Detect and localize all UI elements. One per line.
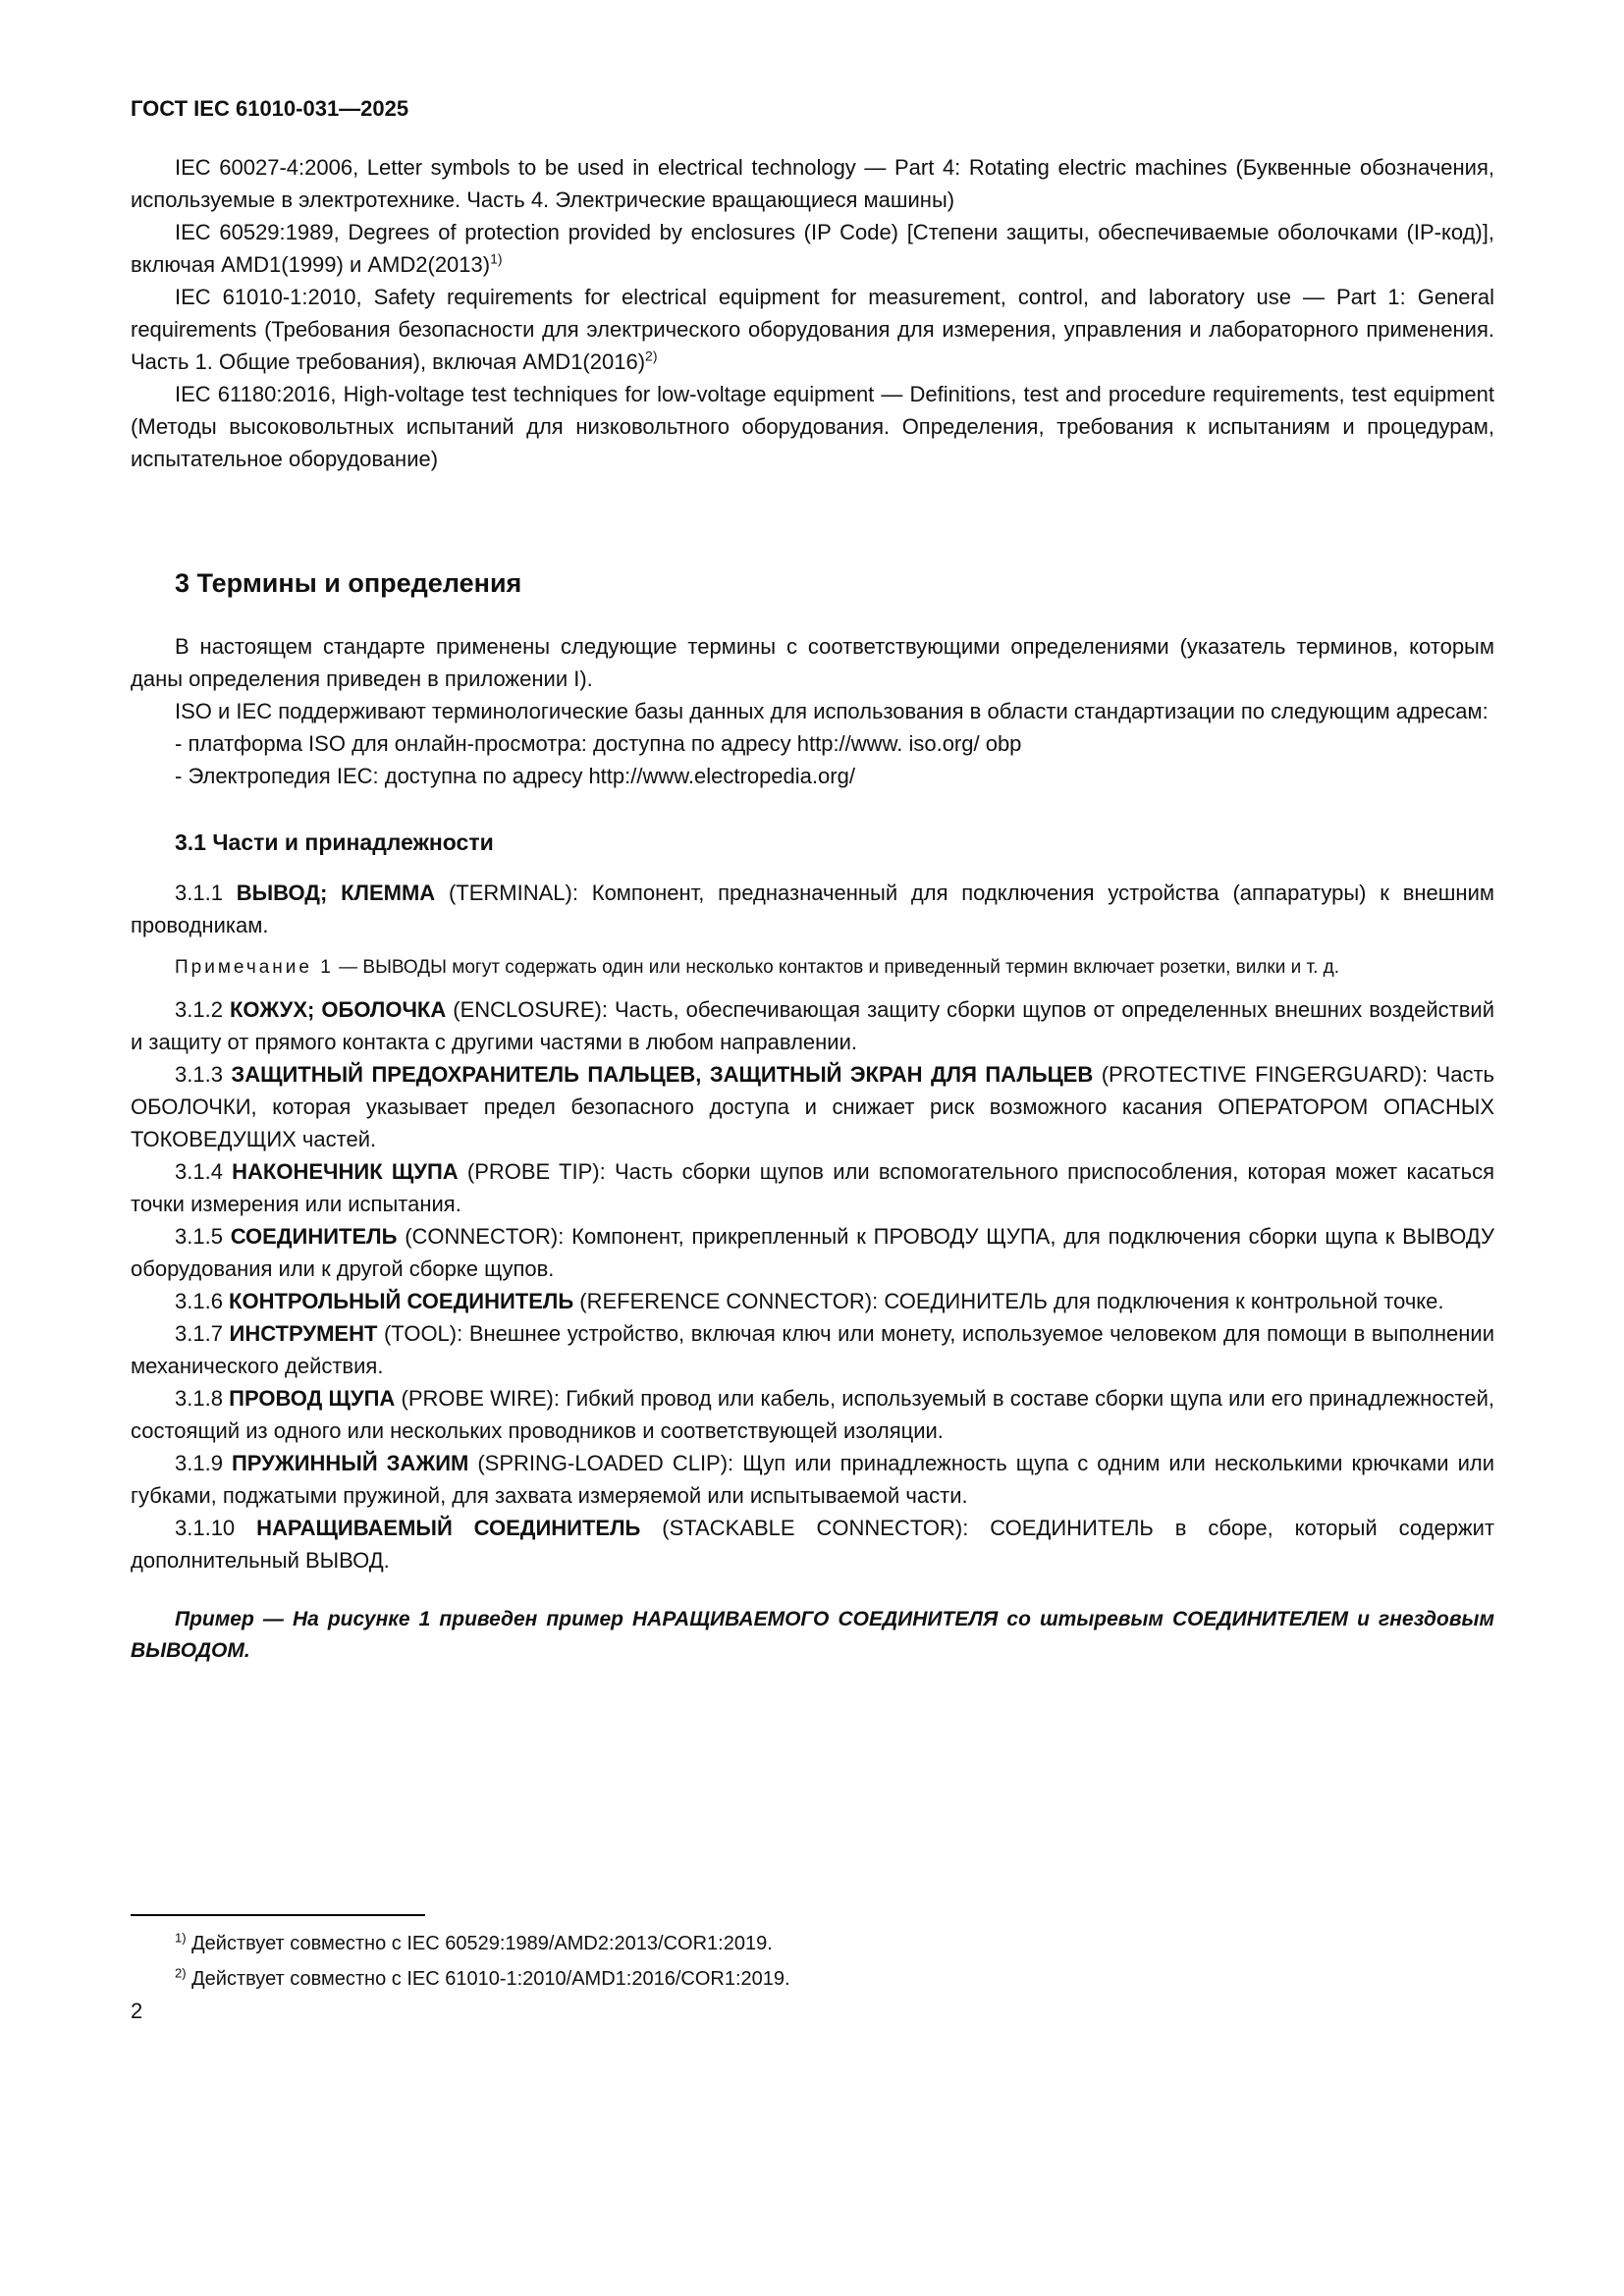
definition-body: СОЕДИНИТЕЛЬ для подключения к контрольной точке. — [884, 1289, 1444, 1313]
definition-3-1-9 — [131, 1447, 1494, 1512]
definition-3-1-4 — [131, 1155, 1494, 1220]
footnote-marker-1: 1) — [490, 250, 503, 267]
page-number: 2 — [131, 1999, 143, 2023]
definition-number: 3.1.1 — [175, 881, 237, 905]
definition-number: 3.1.3 — [175, 1062, 232, 1087]
definition-term-en: (STACKABLE CONNECTOR): — [640, 1516, 991, 1540]
definition-term: ВЫВОД; КЛЕММА — [236, 881, 436, 905]
definition-term-en: (TOOL): — [377, 1321, 469, 1346]
definition-3-1-5 — [131, 1220, 1494, 1285]
reference-text: IEC 61180:2016, High-voltage test techniques for low-voltage equipment — Definitions, test and procedure requirements, test equipment (Методы высоковольтных испытаний для низковольтного оборудования. Определения, требования к испытаниям и процедурам, испытательное оборудование) — [131, 382, 1494, 471]
definition-3-1-1 — [131, 877, 1494, 941]
running-header — [131, 96, 1494, 122]
definition-term-en: (TERMINAL): — [435, 881, 592, 905]
definition-body: Внешнее устройство, включая ключ или монету, используемое человеком для помощи в выполнении механического действия. — [131, 1321, 1494, 1378]
definition-body: СОЕДИНИТЕЛЬ в сборе, который содержит дополнительный ВЫВОД. — [131, 1516, 1495, 1573]
definition-term-en: (PROTECTIVE FINGERGUARD): — [1093, 1062, 1436, 1087]
definition-term: ПРОВОД ЩУПА — [229, 1386, 396, 1411]
section-3-terms — [131, 630, 1494, 1667]
footnote-2-text: Действует совместно с IEC 61010-1:2010/AMD1:2016/COR1:2019. — [186, 1968, 790, 1990]
section-3-heading: 3 Термины и определения — [175, 568, 522, 598]
note-label: Примечание 1 — [175, 957, 334, 978]
definition-term-en: (REFERENCE CONNECTOR): — [573, 1289, 885, 1313]
definition-number: 3.1.2 — [175, 997, 230, 1022]
note-dash: — — [333, 957, 363, 978]
definition-3-1-6 — [131, 1285, 1494, 1317]
doc-code: ГОСТ IEC 61010-031—2025 — [131, 96, 409, 121]
definition-body: Гибкий провод или кабель, используемый в составе сборки щупа или его принадлежностей, состоящий из одного или нескольких проводников и соответствующей изоляции. — [131, 1386, 1495, 1443]
reference-iec-60529 — [131, 216, 1494, 281]
section-3-intro-1: В настоящем стандарте применены следующие термины с соответствующими определениями (указатель терминов, которым даны определения приведен в приложении I). — [131, 634, 1494, 691]
normative-references — [131, 151, 1494, 475]
definition-term: НАКОНЕЧНИК ЩУПА — [232, 1159, 459, 1184]
subsection-3-1-heading: 3.1 Части и принадлежности — [175, 829, 494, 855]
footnote-1-text: Действует совместно с IEC 60529:1989/AMD2:2013/COR1:2019. — [186, 1933, 773, 1954]
footnote-2 — [131, 1961, 1494, 1997]
example-paragraph: Пример — На рисунке 1 приведен пример НАРАЩИВАЕМОГО СОЕДИНИТЕЛЯ со штыревым СОЕДИНИТЕЛЕМ и гнездовым ВЫВОДОМ. — [131, 1608, 1494, 1662]
definition-term: ПРУЖИННЫЙ ЗАЖИМ — [231, 1451, 469, 1475]
iso-obp-list-item: - платформа ISO для онлайн-просмотра: доступна по адресу http://www. iso.org/ obp — [175, 731, 1022, 756]
definition-term: ИНСТРУМЕНТ — [229, 1321, 378, 1346]
reference-text: IEC 60027-4:2006, Letter symbols to be used in electrical technology — Part 4: Rotating electric machines (Буквенные обозначения, используемые в электротехнике. Часть 4. Электрические вращающиеся машины) — [131, 155, 1494, 212]
definition-term: СОЕДИНИТЕЛЬ — [230, 1224, 398, 1249]
definition-3-1-10 — [131, 1512, 1494, 1576]
footnotes-block — [131, 1914, 1494, 1997]
definition-body: Щуп или принадлежность щупа с одним или несколькими крючками или губками, поджатыми пружиной, для захвата измеряемой или испытываемой части. — [131, 1451, 1494, 1508]
note-1 — [131, 953, 1494, 982]
definition-number: 3.1.8 — [175, 1386, 230, 1411]
definition-term: КОЖУХ; ОБОЛОЧКА — [229, 997, 447, 1022]
definition-number: 3.1.7 — [175, 1321, 230, 1346]
footnote-1 — [131, 1926, 1494, 1961]
definition-3-1-7 — [131, 1317, 1494, 1382]
definition-term-en: (SPRING-LOADED CLIP): — [468, 1451, 743, 1475]
definition-term: КОНТРОЛЬНЫЙ СОЕДИНИТЕЛЬ — [229, 1289, 574, 1313]
definition-number: 3.1.9 — [175, 1451, 232, 1475]
definition-number: 3.1.4 — [175, 1159, 233, 1184]
definition-body: Часть сборки щупов или вспомогательного приспособления, которая может касаться точки измерения или испытания. — [131, 1159, 1495, 1216]
footnote-separator-line — [131, 1914, 425, 1916]
footnote-2-marker: 2) — [175, 1965, 187, 1981]
footnote-marker-2: 2) — [645, 347, 658, 364]
definition-term-en: (PROBE WIRE): — [395, 1386, 567, 1411]
definition-3-1-2 — [131, 993, 1494, 1058]
definition-term: НАРАЩИВАЕМЫЙ СОЕДИНИТЕЛЬ — [256, 1516, 641, 1540]
section-3-intro-2: ISO и IEC поддерживают терминологические базы данных для использования в области стандартизации по следующим адресам: — [175, 699, 1489, 723]
definition-body: Часть, обеспечивающая защиту сборки щупов от определенных внешних воздействий и защиту от прямого контакта с другими частями в любом направлении. — [131, 997, 1494, 1054]
definition-body: Компонент, прикрепленный к ПРОВОДУ ЩУПА, для подключения сборки щупа к ВЫВОДУ оборудования или к другой сборке щупов. — [131, 1224, 1494, 1281]
definition-term-en: (CONNECTOR): — [397, 1224, 572, 1249]
reference-text: IEC 60529:1989, Degrees of protection provided by enclosures (IP Code) [Степени защиты, обеспечиваемые оболочками (IP-код)], включая AMD1(1999) и AMD2(2013) — [131, 220, 1494, 277]
reference-iec-60027 — [131, 151, 1494, 216]
reference-iec-61180 — [131, 378, 1494, 475]
definition-number: 3.1.5 — [175, 1224, 231, 1249]
definition-3-1-3 — [131, 1058, 1494, 1155]
footnote-1-marker: 1) — [175, 1930, 187, 1946]
note-text: ВЫВОДЫ могут содержать один или несколько контактов и приведенный термин включает розетки, вилки и т. д. — [362, 957, 1340, 978]
definition-3-1-8 — [131, 1382, 1494, 1447]
definition-number: 3.1.6 — [175, 1289, 230, 1313]
definition-number: 3.1.10 — [175, 1516, 257, 1540]
definition-term-en: (PROBE TIP): — [458, 1159, 615, 1184]
definition-term-en: (ENCLOSURE): — [446, 997, 616, 1022]
definition-body: Часть ОБОЛОЧКИ, которая указывает предел безопасного доступа и снижает риск возможного касания ОПЕРАТОРОМ ОПАСНЫХ ТОКОВЕДУЩИХ частей. — [131, 1062, 1494, 1151]
definition-body: Компонент, предназначенный для подключения устройства (аппаратуры) к внешним проводникам. — [131, 881, 1494, 937]
definition-term: ЗАЩИТНЫЙ ПРЕДОХРАНИТЕЛЬ ПАЛЬЦЕВ, ЗАЩИТНЫЙ ЭКРАН ДЛЯ ПАЛЬЦЕВ — [231, 1062, 1094, 1087]
reference-iec-61010 — [131, 281, 1494, 378]
reference-text: IEC 61010-1:2010, Safety requirements for electrical equipment for measurement, control, and laboratory use — Part 1: General requirements (Требования безопасности для электрического оборудования для измерения, управления и лабораторного применения. Часть 1. Общие требования), включая AMD1(2016) — [131, 285, 1494, 374]
electropedia-list-item: - Электропедия IEC: доступна по адресу http://www.electropedia.org/ — [175, 764, 855, 788]
